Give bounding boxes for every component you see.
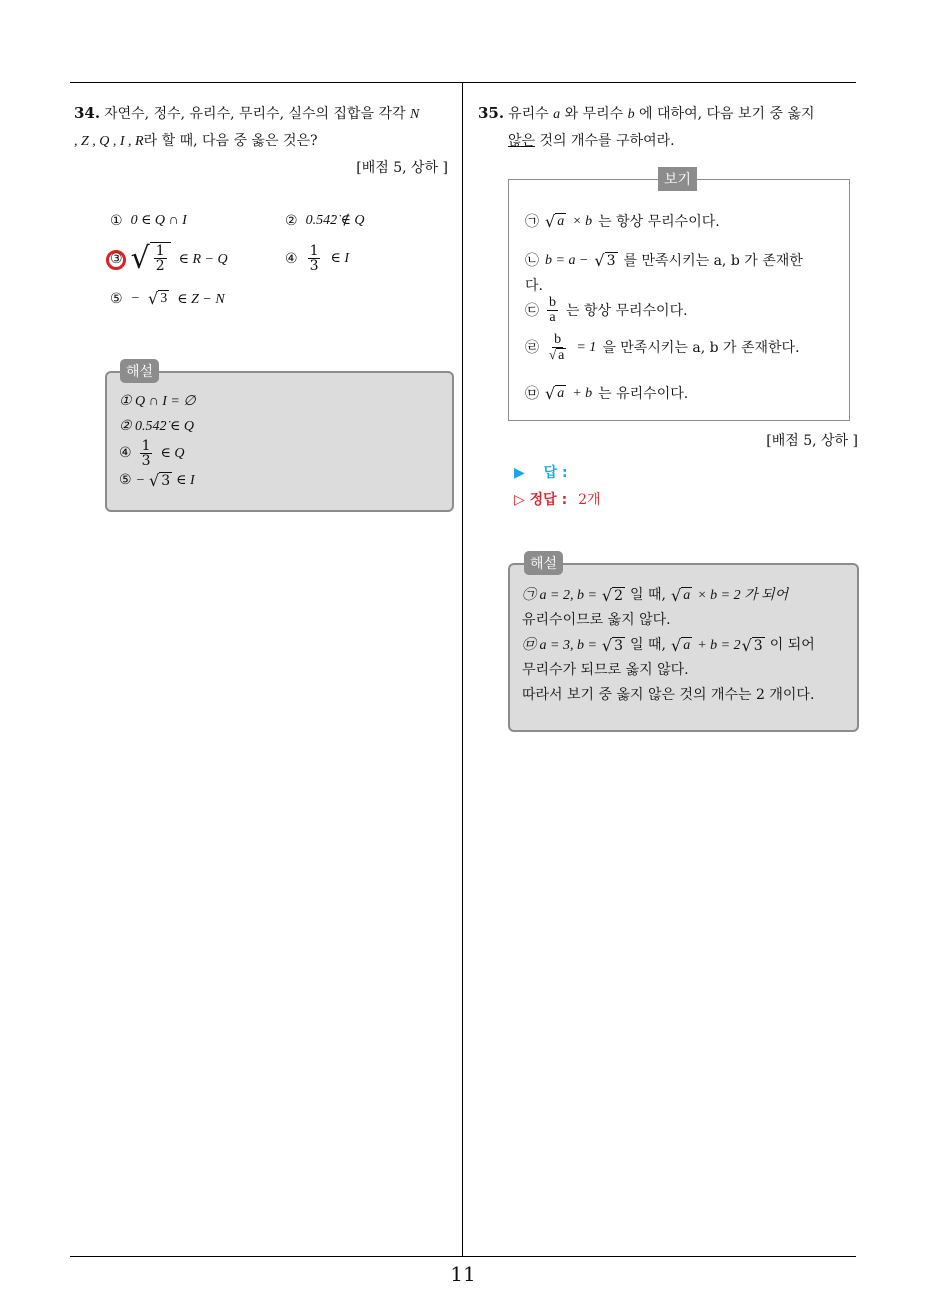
page-number: 11 [450, 1262, 476, 1286]
play-icon: ▶ [514, 465, 525, 481]
solution-line: 따라서 보기 중 옳지 않은 것의 개수는 2 개이다. [522, 687, 815, 703]
answer-row [514, 462, 568, 482]
question-text: 것의 개수를 구하여라. [539, 133, 675, 149]
sqrt-symbol: √ $\frac{1}{2}$ [131, 242, 171, 276]
choice-number: ② [285, 212, 298, 229]
choice-5[interactable] [110, 290, 225, 308]
variable: a [553, 107, 561, 122]
correct-value: 2 [578, 492, 587, 508]
solution-tag: 해설 [120, 359, 159, 383]
solution-line: 유리수이므로 옳지 않다. [522, 612, 671, 628]
choice-1[interactable] [110, 212, 187, 229]
question-34 [74, 100, 454, 181]
correct-unit: 개 [586, 492, 601, 508]
minus-sign: − [130, 291, 141, 306]
solution-line: ㉤ a = 3, b = √ 3 일 때, √ a + b = 2 √ 3 이 되어 [522, 635, 815, 655]
choice-number: ① [110, 212, 123, 229]
choice-expression: ∈ Z − N [177, 291, 225, 307]
solution-line: ② 0.54̇2̇ ∈ Q [119, 419, 195, 434]
set-list: , Z , Q , I , R [74, 134, 144, 149]
bogi-item-3: ㉢ $\frac{b}{a}$ 는 항상 무리수이다. [525, 295, 688, 325]
question-34-line2 [74, 128, 454, 155]
choice-expression: ∈ I [330, 251, 350, 266]
choice-number: ⑤ [110, 291, 123, 307]
variable: b [627, 107, 635, 122]
play-outline-icon: ▷ [514, 492, 525, 508]
bogi-item-1: ㉠ √ a × b 는 항상 무리수이다. [525, 212, 720, 231]
question-35-line2 [478, 128, 858, 154]
solution-line: ④ $\frac{1}{3}$ ∈ Q [119, 438, 185, 469]
set-symbol: N [410, 107, 420, 122]
choice-number: ④ [285, 250, 298, 267]
bogi-item-2-cont: 다. [525, 278, 543, 294]
score-label: [배점 5, 상하 ] [356, 160, 448, 176]
question-text: 자연수, 정수, 유리수, 무리수, 실수의 집합을 각각 [104, 106, 406, 122]
underlined-word: 않은 [508, 133, 536, 149]
bogi-item-4: ㉣ b √ a = 1 을 만족시키는 a, b 가 존재한다. [525, 332, 800, 363]
choice-number: ③ [110, 251, 123, 267]
question-text: 와 무리수 [564, 106, 624, 122]
bogi-item-2: ㉡ b = a − √ 3 를 만족시키는 a, b 가 존재한 [525, 251, 803, 270]
solution-line: ⑤ − √ 3 ∈ I [119, 470, 195, 490]
question-34-line1 [74, 100, 454, 128]
bogi-box [508, 179, 850, 421]
solution-line: 무리수가 되므로 옳지 않다. [522, 662, 689, 678]
fraction: $\frac{1}{3}$ [309, 243, 319, 274]
choice-4[interactable] [285, 244, 349, 273]
sqrt-symbol: √ 3 [148, 289, 168, 308]
solution-line: ① Q ∩ I = ∅ [119, 394, 196, 409]
solution-line: ㉠ a = 2, b = √ 2 일 때, √ a × b = 2 가 되어 [522, 585, 789, 605]
question-number: 35. [478, 104, 505, 122]
choice-expression: 0 ∈ Q ∩ I [130, 213, 187, 228]
question-text: 에 대하여, 다음 보기 중 옳지 [639, 106, 815, 122]
question-text: 유리수 [508, 106, 549, 122]
bottom-rule [70, 1256, 856, 1257]
top-rule [70, 82, 856, 83]
score-label: [배점 5, 상하 ] [766, 433, 858, 449]
column-divider [462, 82, 463, 1257]
bogi-item-5: ㉤ √ a + b 는 유리수이다. [525, 384, 689, 403]
choice-3[interactable] [110, 242, 228, 276]
correct-label: 정답 : [529, 492, 568, 508]
bogi-tag: 보기 [658, 167, 697, 191]
correct-answer-row [514, 489, 601, 509]
solution-box-35 [508, 563, 859, 732]
question-text: 라 할 때, 다음 중 옳은 것은? [143, 133, 318, 149]
question-number: 34. [74, 104, 101, 122]
choice-expression: 0.54̇2̇ ∉ Q [305, 213, 365, 228]
choice-2[interactable] [285, 212, 365, 229]
question-35 [478, 100, 858, 154]
solution-tag: 해설 [524, 551, 563, 575]
solution-box-34 [105, 371, 454, 512]
question-35-line1 [478, 100, 858, 128]
answer-label: 답 : [543, 465, 568, 481]
fraction: $\frac{1}{2}$ [155, 243, 165, 274]
choice-expression: ∈ R − Q [178, 251, 228, 267]
